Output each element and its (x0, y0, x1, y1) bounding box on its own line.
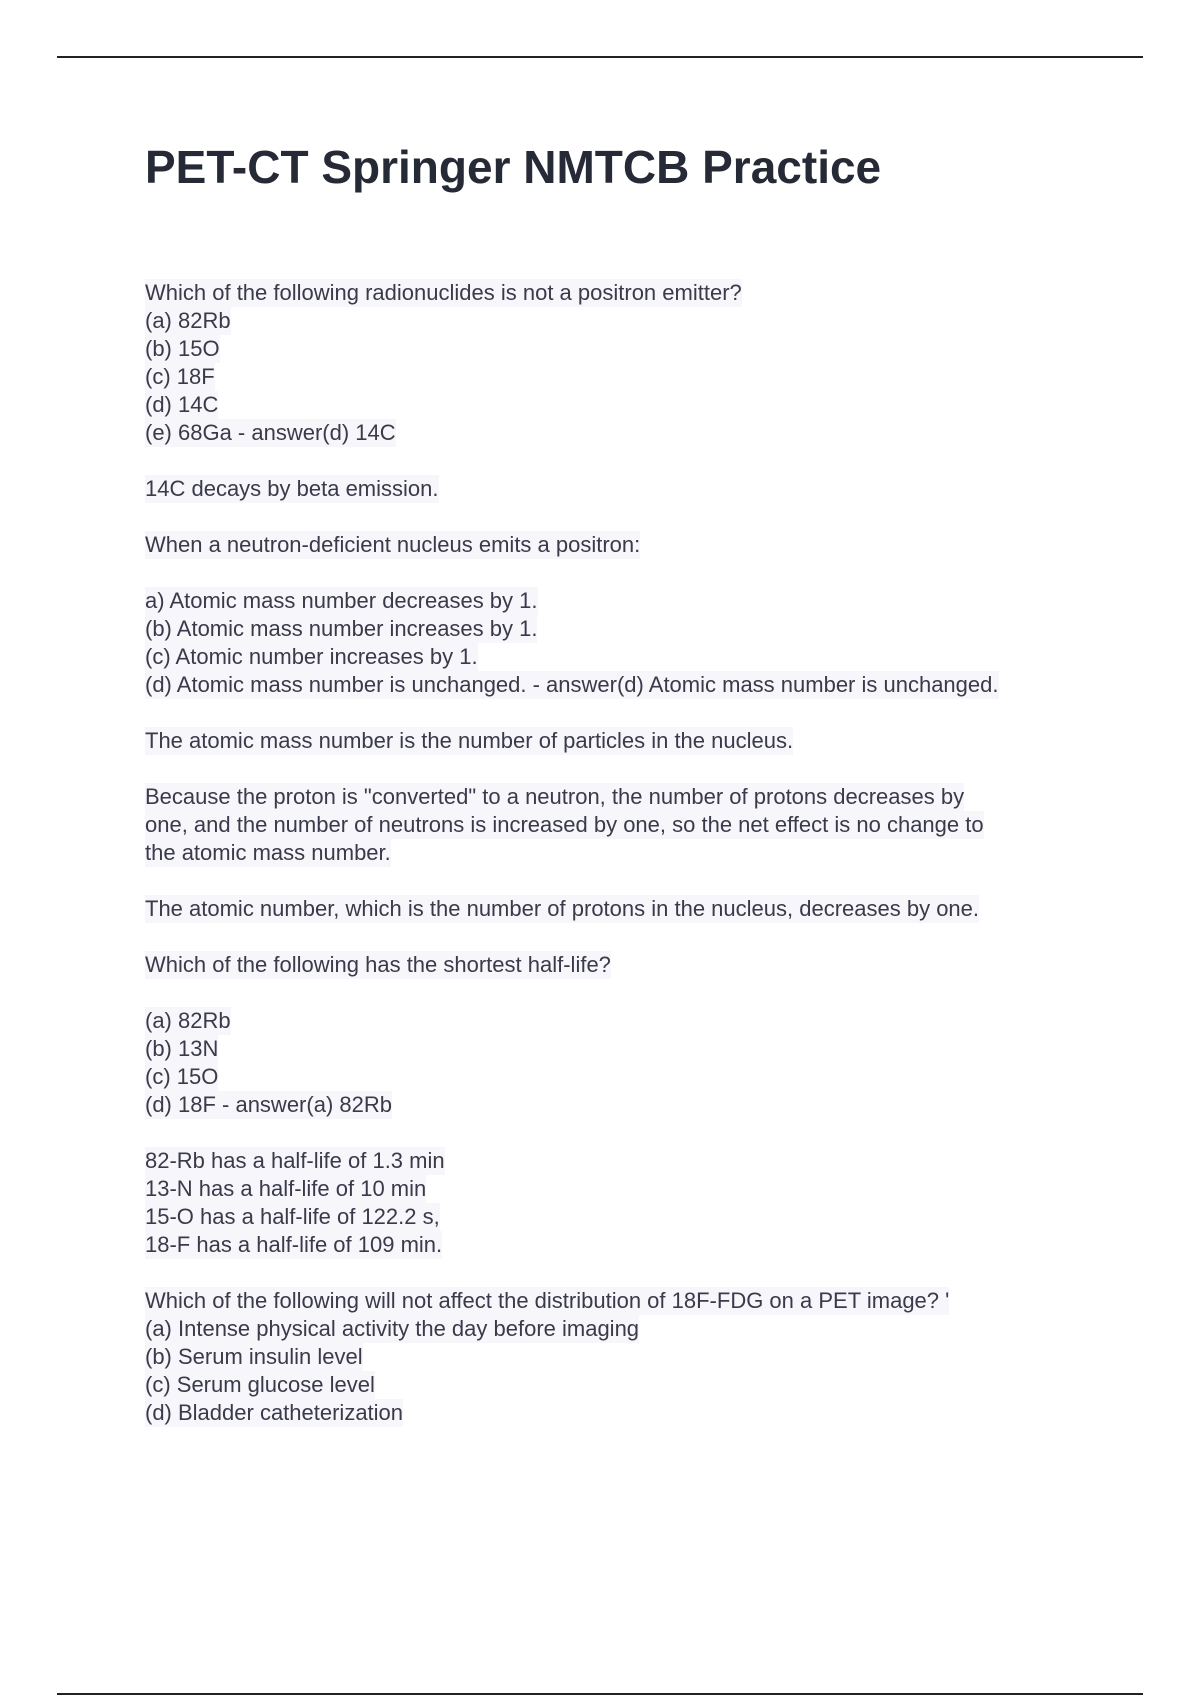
text-line: Which of the following has the shortest half-life? (145, 952, 611, 978)
text-line: Because the proton is "converted" to a neutron, the number of protons decreases by (145, 784, 965, 810)
document-body (145, 140, 1105, 1455)
explanation-1 (145, 475, 1105, 503)
text-line: 82-Rb has a half-life of 1.3 min (145, 1148, 445, 1174)
bottom-rule (57, 1693, 1143, 1695)
text-line: Which of the following radionuclides is not a positron emitter? (145, 280, 742, 306)
text-line: (a) 82Rb (145, 1008, 231, 1034)
text-line: (d) Atomic mass number is unchanged. - answer(d) Atomic mass number is unchanged. (145, 672, 999, 698)
text-line: (d) 14C (145, 392, 219, 418)
top-rule (57, 56, 1143, 58)
text-line: 13-N has a half-life of 10 min (145, 1176, 427, 1202)
text-line: (b) 15O (145, 336, 220, 362)
text-line: the atomic mass number. (145, 840, 391, 866)
text-line: 14C decays by beta emission. (145, 476, 439, 502)
question-3 (145, 951, 1105, 979)
text-line: 15-O has a half-life of 122.2 s, (145, 1204, 440, 1230)
text-line: (b) 13N (145, 1036, 219, 1062)
text-line: (c) Atomic number increases by 1. (145, 644, 478, 670)
text-line: a) Atomic mass number decreases by 1. (145, 588, 538, 614)
text-line: (c) Serum glucose level (145, 1372, 375, 1398)
text-line: The atomic number, which is the number of protons in the nucleus, decreases by one. (145, 896, 980, 922)
text-line: (d) Bladder catheterization (145, 1400, 404, 1426)
document-title: PET-CT Springer NMTCB Practice (145, 141, 882, 193)
question-4 (145, 1287, 1105, 1427)
text-line: Which of the following will not affect the distribution of 18F-FDG on a PET image? ' (145, 1288, 950, 1314)
question-1 (145, 279, 1105, 447)
question-2-options (145, 587, 1105, 699)
text-line: (d) 18F - answer(a) 82Rb (145, 1092, 392, 1118)
explanation-2b (145, 783, 1105, 867)
text-line: The atomic mass number is the number of particles in the nucleus. (145, 728, 794, 754)
text-line: (c) 15O (145, 1064, 219, 1090)
question-2 (145, 531, 1105, 559)
text-line: (a) 82Rb (145, 308, 231, 334)
text-line: 18-F has a half-life of 109 min. (145, 1232, 443, 1258)
explanation-2a (145, 727, 1105, 755)
text-line: (b) Atomic mass number increases by 1. (145, 616, 538, 642)
text-line: one, and the number of neutrons is increased by one, so the net effect is no change to (145, 812, 984, 838)
text-line: (c) 18F (145, 364, 215, 390)
question-3-options (145, 1007, 1105, 1119)
text-line: When a neutron-deficient nucleus emits a positron: (145, 532, 641, 558)
explanation-2c (145, 895, 1105, 923)
explanation-3 (145, 1147, 1105, 1259)
text-line: (a) Intense physical activity the day before imaging (145, 1316, 640, 1342)
text-line: (e) 68Ga - answer(d) 14C (145, 420, 396, 446)
text-line: (b) Serum insulin level (145, 1344, 363, 1370)
